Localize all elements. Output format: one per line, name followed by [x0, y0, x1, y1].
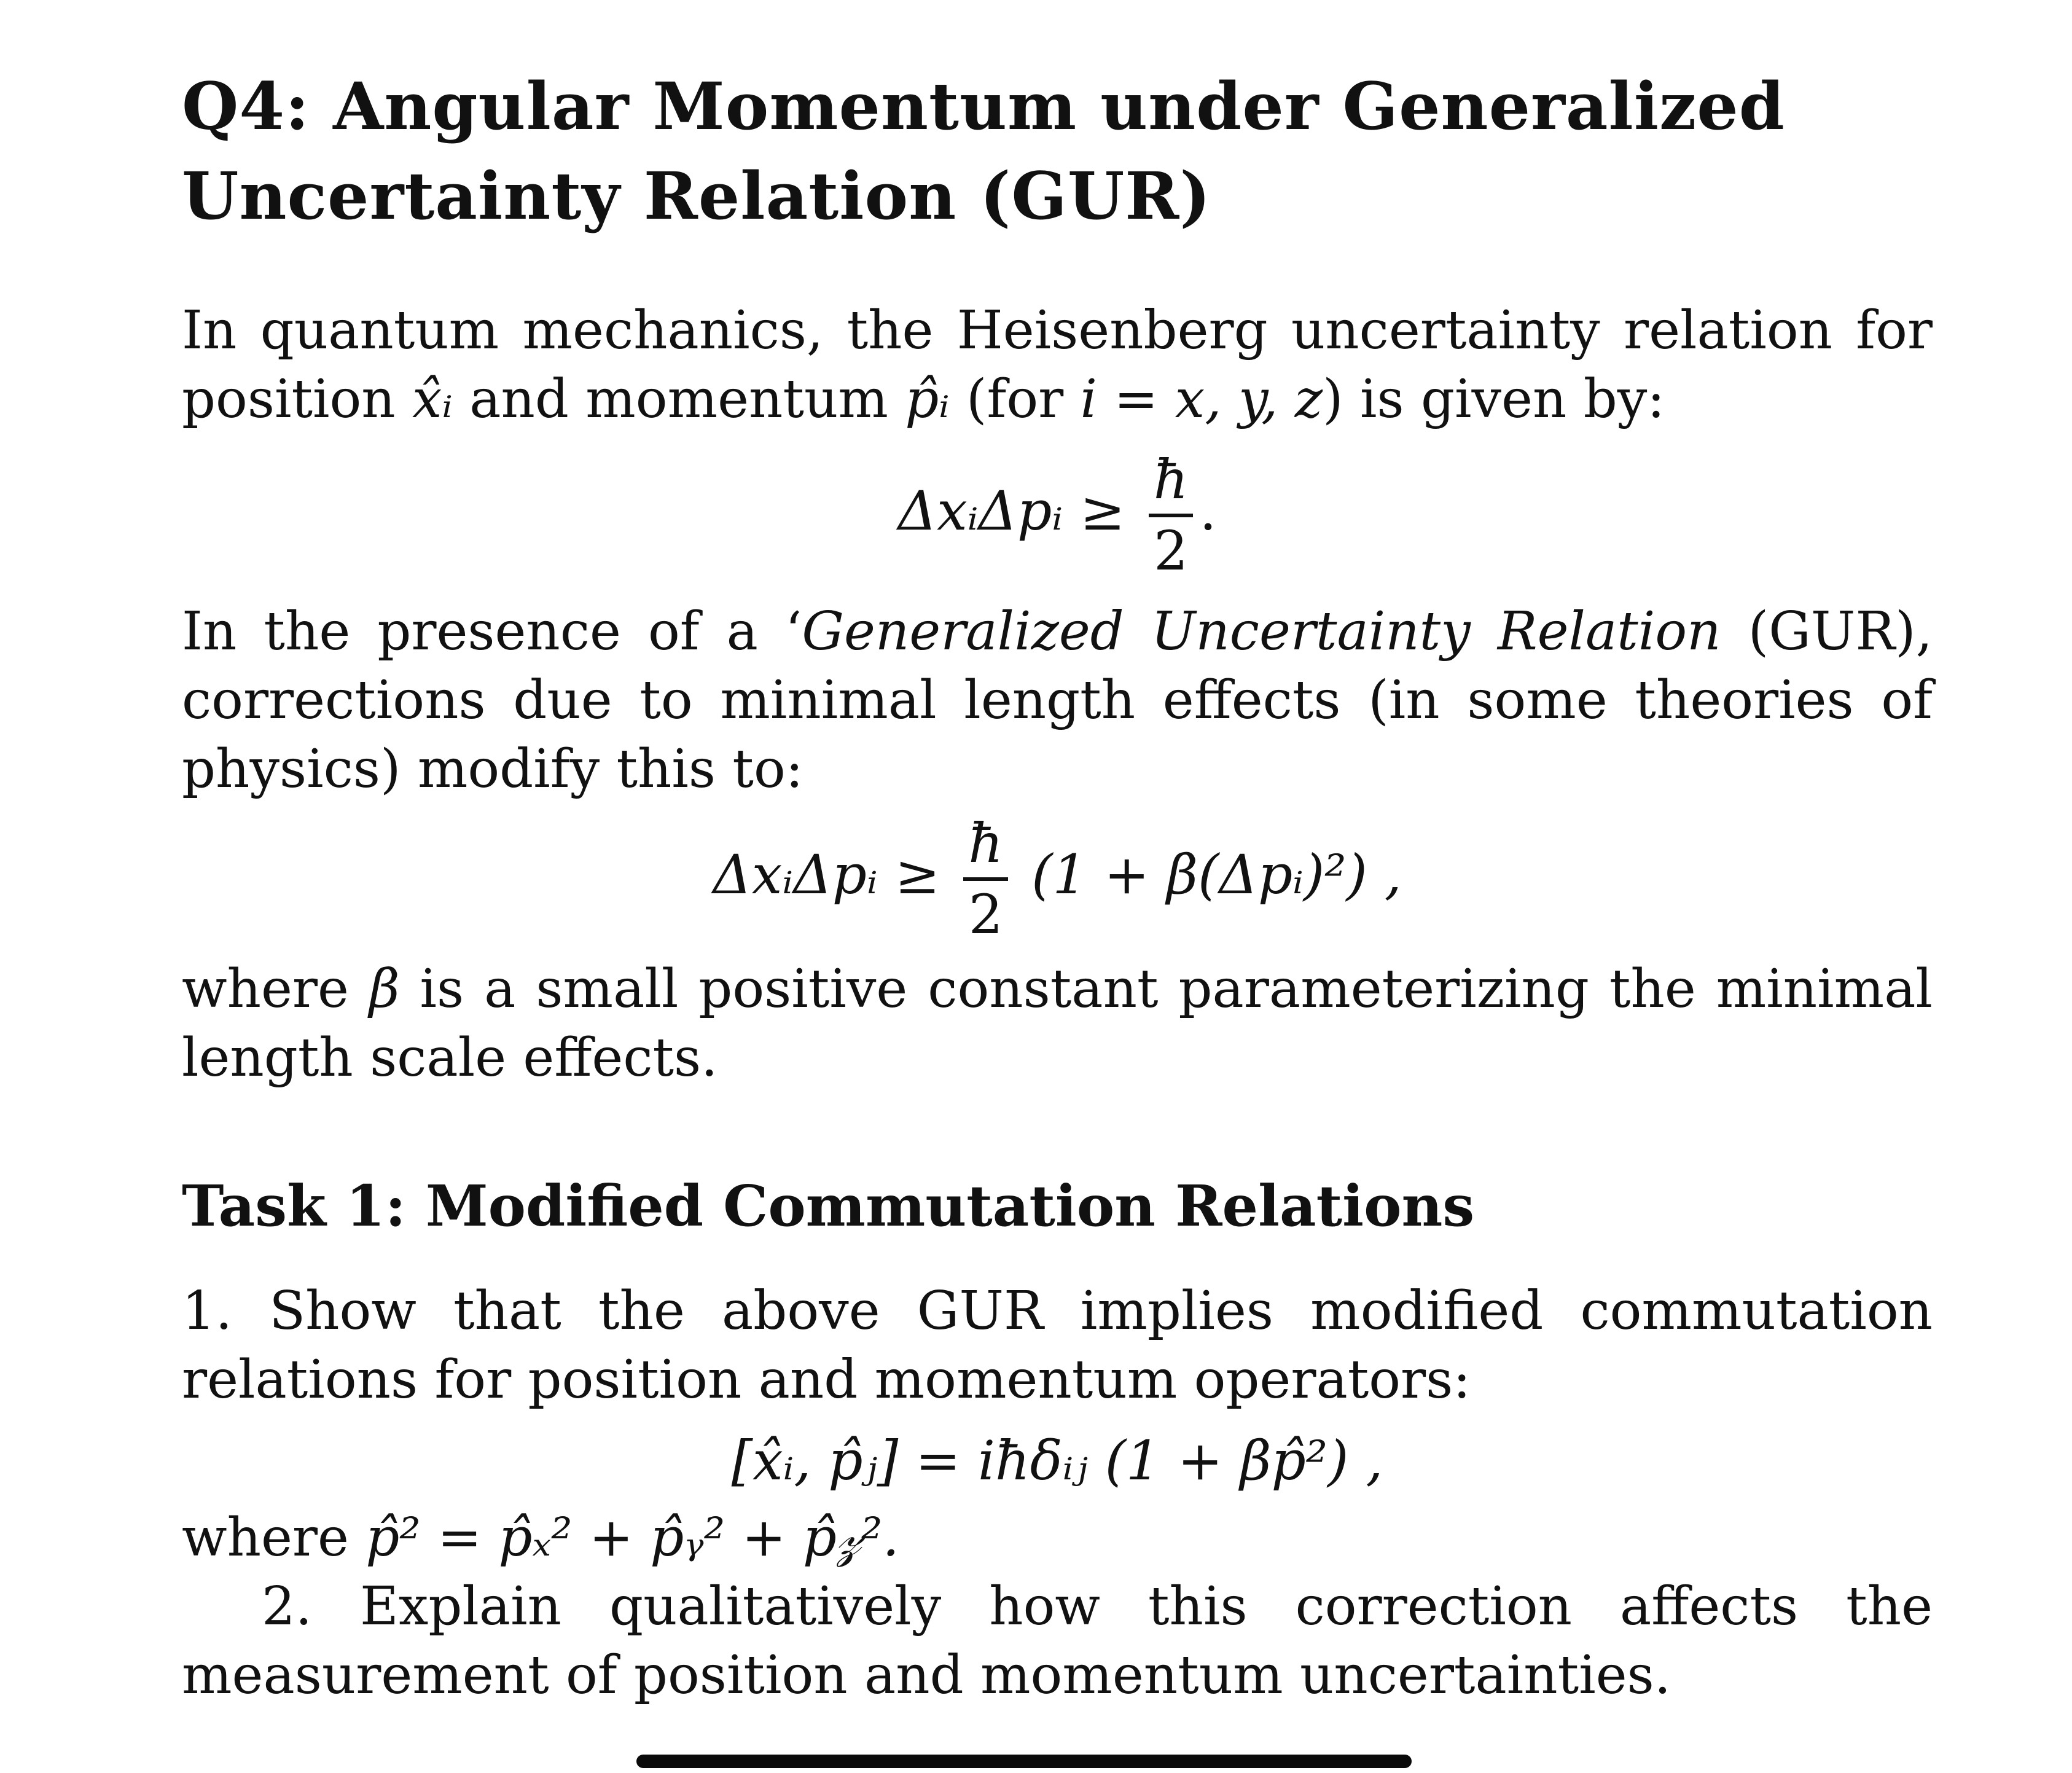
eq1-tail: .: [1199, 479, 1217, 542]
task1-item1: 1. Show that the above GUR implies modified commutation relations for position and momentum operators:: [182, 1280, 1933, 1411]
eq2-numerator: ħ: [963, 810, 1008, 881]
task1-item2: 2. Explain qualitatively how this correction affects the measurement of position and momentum uncertainties.: [182, 1576, 1933, 1706]
beta-text-a: where: [182, 958, 369, 1020]
beta-symbol: β: [369, 958, 400, 1020]
p2-formula: p̂² = p̂ₓ² + p̂ᵧ² + p̂𝓏².: [366, 1507, 899, 1568]
eq1-fraction: [1149, 446, 1194, 585]
index-range: i = x, y, z: [1080, 369, 1323, 430]
eq2-denominator: 2: [968, 883, 1003, 946]
x-hat-i: x̂ᵢ: [412, 369, 453, 430]
gur-text-a: In the presence of a ‘: [182, 601, 802, 662]
commutator-equation: [x̂ᵢ, p̂ⱼ] = iħδᵢⱼ (1 + βp̂²) ,: [731, 1429, 1383, 1492]
eq2-lhs: ΔxᵢΔpᵢ ≥: [713, 842, 940, 906]
intro-text-d: ) is given by:: [1323, 369, 1665, 430]
intro-paragraph: [182, 296, 1933, 434]
intro-text-a: In quantum mechanics, the Heisenberg uncertainty relation for position: [182, 300, 1933, 430]
eq1-denominator: 2: [1154, 519, 1189, 582]
eq1-numerator: ħ: [1149, 446, 1194, 517]
eq2-fraction: [963, 810, 1008, 949]
gur-equation: [182, 810, 1933, 949]
p-hat-i: p̂ᵢ: [905, 369, 950, 430]
beta-text-b: is a small positive constant parameterizing the minimal length scale effects.: [182, 958, 1933, 1089]
eq1-lhs: ΔxᵢΔpᵢ ≥: [897, 479, 1125, 542]
heisenberg-equation: [182, 446, 1933, 585]
intro-text-b: and momentum: [452, 369, 905, 430]
gur-emphasis: Generalized Uncertainty Relation: [802, 601, 1721, 662]
document-page: [182, 61, 1933, 1710]
gur-paragraph: [182, 597, 1933, 804]
page-title: Q4: Angular Momentum under Generalized Uncertainty Relation (GUR): [182, 68, 1785, 234]
home-indicator-bar[interactable]: [636, 1755, 1412, 1768]
beta-paragraph: [182, 955, 1933, 1092]
p2-definition: [182, 1503, 1933, 1572]
eq2-rhs: (1 + β(Δpᵢ)²) ,: [1031, 842, 1402, 906]
gur-text-b: (GUR), corrections due to minimal length effects (in some theories of physics) modify this to:: [182, 601, 1933, 800]
where-text: where: [182, 1507, 366, 1568]
intro-text-c: (for: [949, 369, 1081, 430]
task1-heading: Task 1: Modified Commutation Relations: [182, 1173, 1475, 1239]
